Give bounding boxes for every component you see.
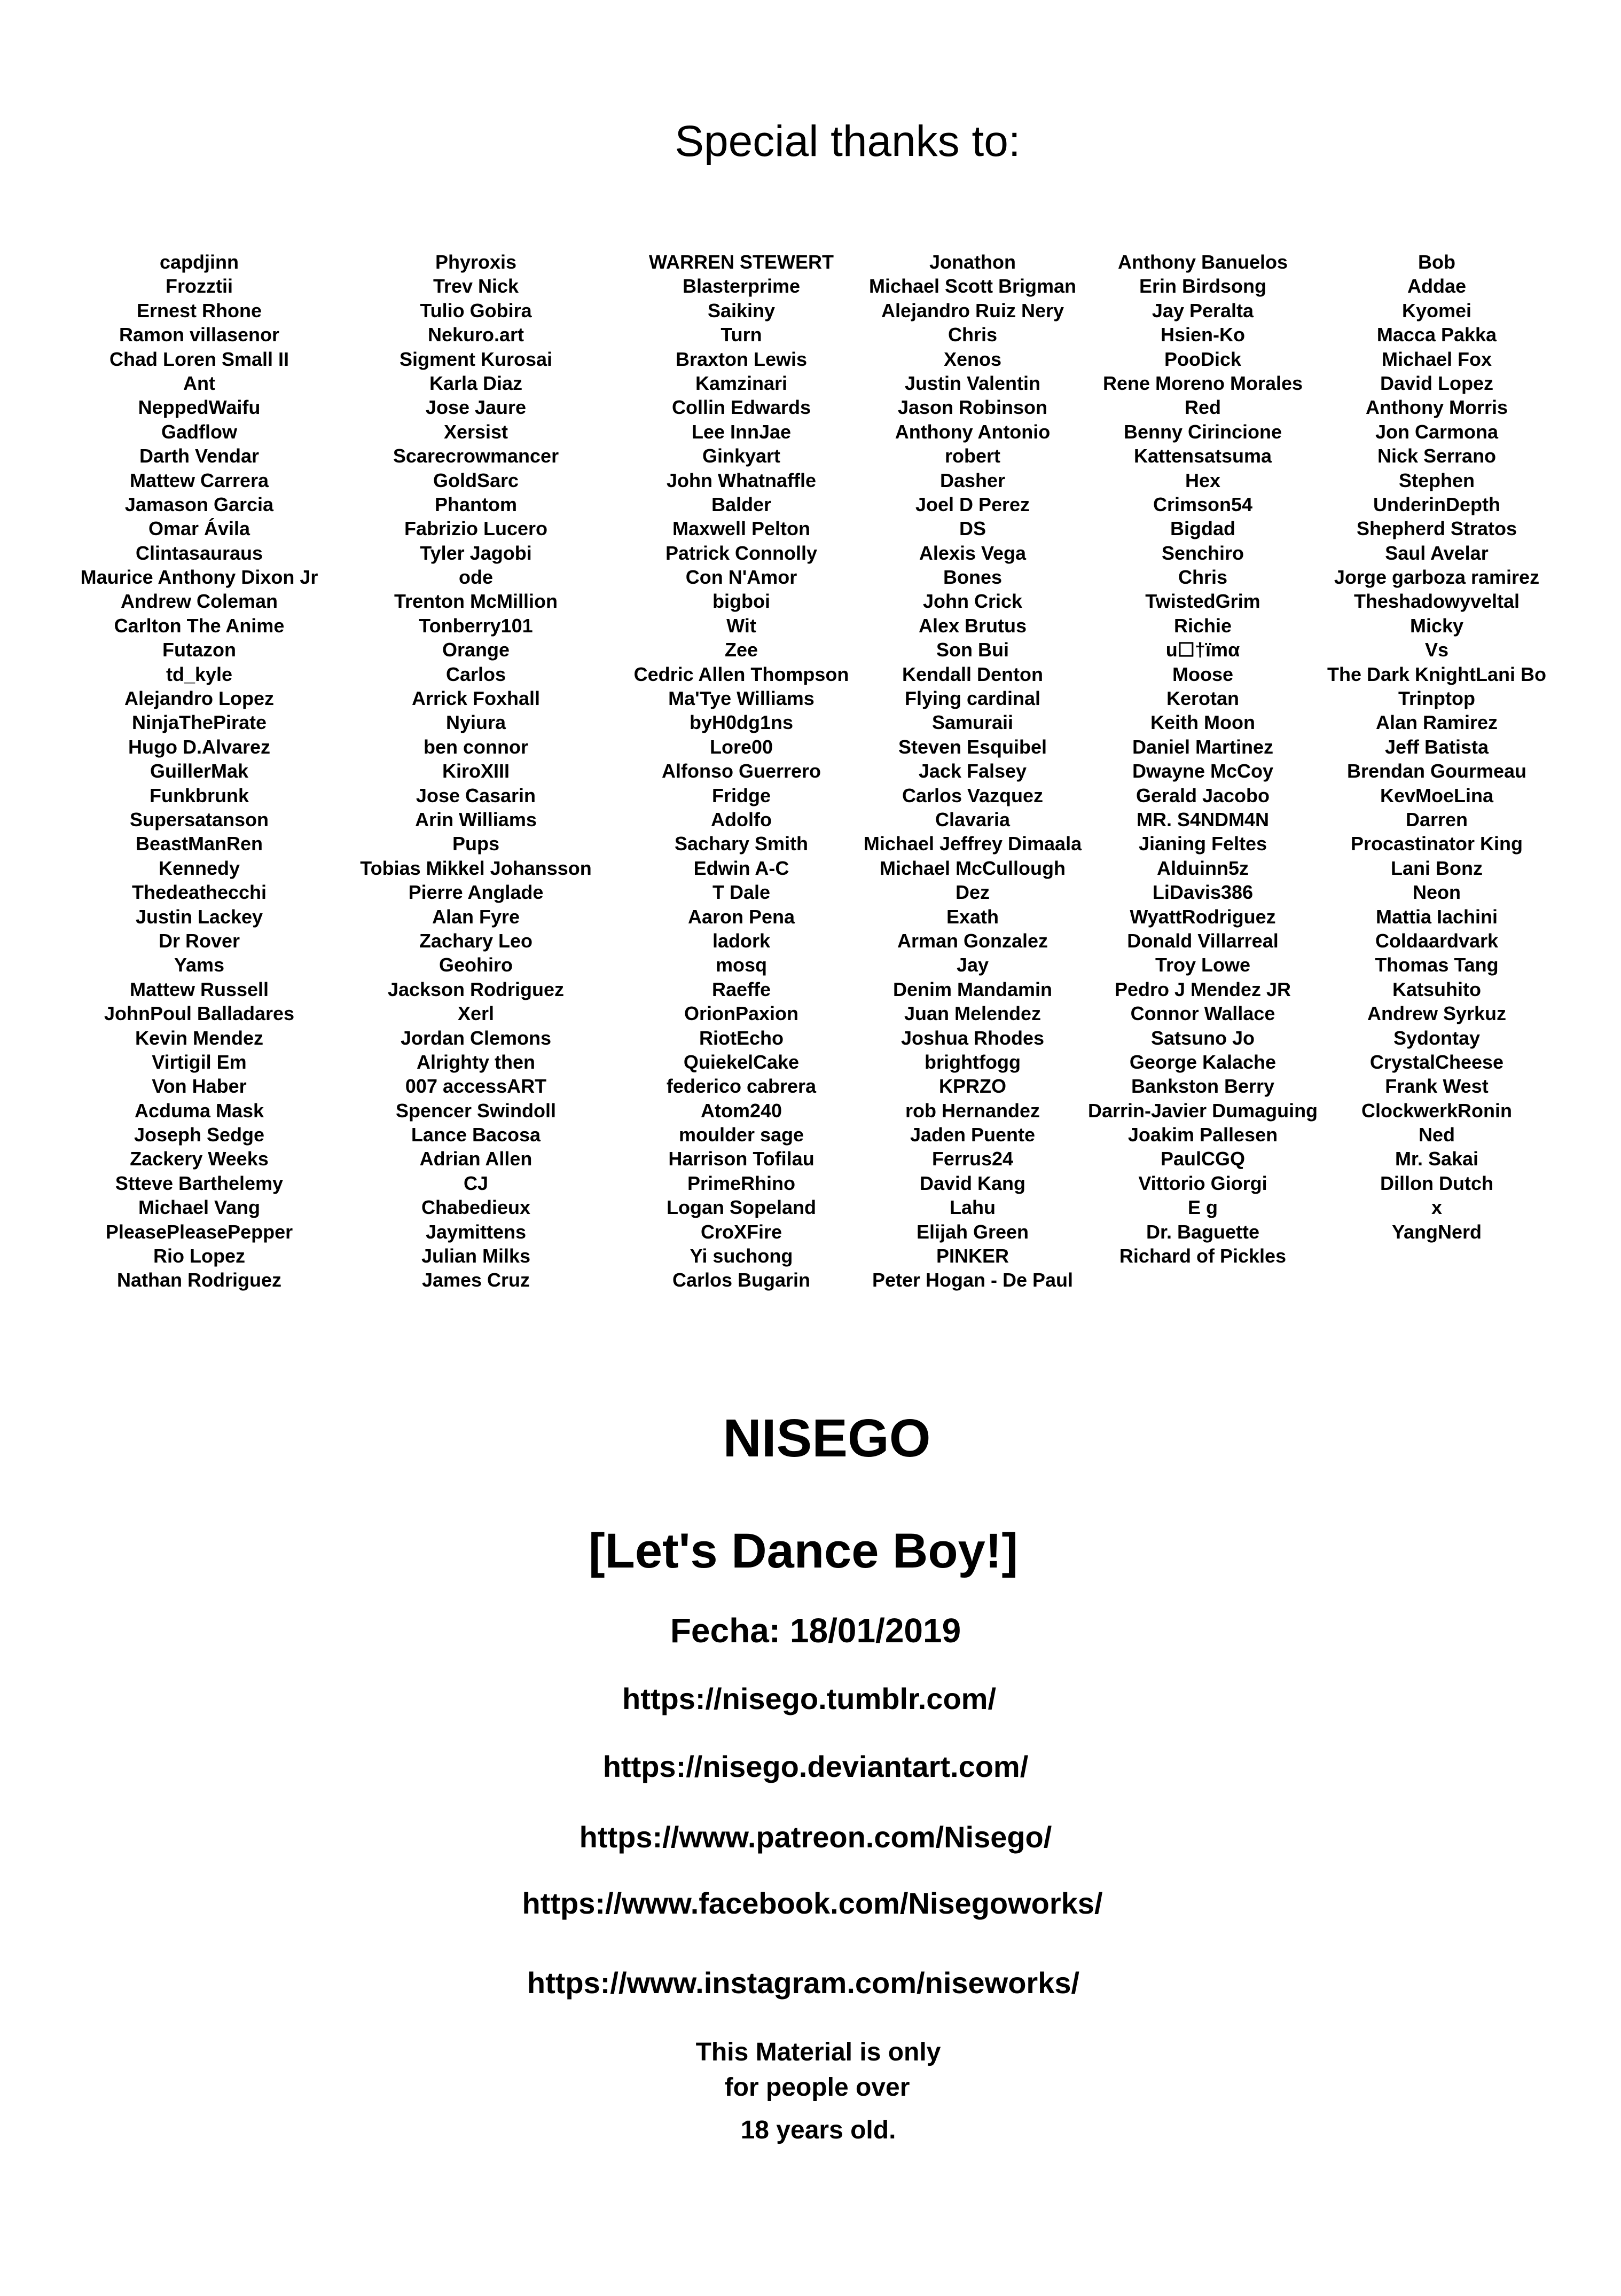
- supporter-name: PooDick: [1164, 348, 1242, 370]
- supporter-name: Andrew Syrkuz: [1367, 1002, 1507, 1025]
- supporter-name: Darth Vendar: [139, 445, 260, 467]
- supporter-name: Juan Melendez: [904, 1002, 1041, 1025]
- supporter-name: Lahu: [949, 1196, 996, 1219]
- supporter-name: Turn: [721, 324, 762, 346]
- supporters-column-3: [634, 250, 849, 1292]
- supporter-name: T Dale: [712, 881, 771, 904]
- supporter-name: Jose Jaure: [425, 396, 527, 419]
- supporter-name: CrystalCheese: [1369, 1051, 1504, 1073]
- supporter-name: Vs: [1424, 639, 1449, 661]
- supporters-column-4: [864, 250, 1082, 1292]
- supporter-name: Michael Scott Brigman: [868, 275, 1077, 297]
- supporter-name: Rene Moreno Morales: [1102, 372, 1303, 394]
- supporter-name: Tulio Gobira: [420, 299, 532, 322]
- supporter-name: Alex Brutus: [918, 614, 1027, 637]
- instagram-link[interactable]: https://www.instagram.com/niseworks/: [527, 1966, 1080, 2000]
- supporter-name: Phyroxis: [435, 251, 517, 273]
- supporter-name: robert: [944, 445, 1001, 467]
- supporter-name: NinjaThePirate: [131, 711, 267, 734]
- supporter-name: Trenton McMillion: [394, 590, 558, 613]
- supporter-name: Nick Serrano: [1377, 445, 1497, 467]
- author-name: NISEGO: [723, 1408, 931, 1468]
- supporter-name: Alexis Vega: [919, 542, 1027, 564]
- supporter-name: BeastManRen: [135, 833, 263, 855]
- supporters-column-6: [1327, 250, 1546, 1244]
- supporter-name: YangNerd: [1391, 1220, 1482, 1243]
- supporter-name: Jack Falsey: [918, 760, 1027, 782]
- supporter-name: Ernest Rhone: [136, 299, 262, 322]
- supporter-name: CJ: [463, 1172, 489, 1194]
- supporter-name: Adrian Allen: [419, 1148, 532, 1170]
- supporter-name: td_kyle: [166, 663, 233, 685]
- supporter-name: Kamzinari: [695, 372, 788, 394]
- supporter-name: Moose: [1172, 663, 1234, 685]
- supporter-name: PrimeRhino: [687, 1172, 796, 1194]
- supporter-name: Chris: [1178, 566, 1228, 589]
- age-notice-line-3: 18 years old.: [740, 2116, 896, 2144]
- supporter-name: ben connor: [423, 735, 528, 758]
- supporter-name: x: [1431, 1196, 1443, 1219]
- supporter-name: Aaron Pena: [687, 905, 795, 928]
- supporter-name: Xenos: [943, 348, 1002, 370]
- supporter-name: Wit: [726, 614, 756, 637]
- supporter-name: Ned: [1418, 1124, 1455, 1146]
- supporter-name: Jorge garboza ramirez: [1334, 566, 1540, 589]
- supporter-name: Lance Bacosa: [411, 1124, 541, 1146]
- supporter-name: Jamason Garcia: [124, 493, 274, 515]
- supporter-name: Jaymittens: [425, 1220, 527, 1243]
- supporter-name: Nathan Rodriguez: [116, 1269, 282, 1291]
- supporter-name: byH0dg1ns: [689, 711, 794, 734]
- supporter-name: Thedeathecchi: [131, 881, 267, 904]
- supporter-name: Stephen: [1398, 469, 1475, 491]
- supporter-name: Kerotan: [1166, 687, 1240, 710]
- supporter-name: Patrick Connolly: [665, 542, 818, 564]
- supporter-name: Senchiro: [1161, 542, 1244, 564]
- supporter-name: Michael Vang: [138, 1196, 261, 1219]
- supporter-name: Braxton Lewis: [675, 348, 808, 370]
- supporter-name: Richard of Pickles: [1119, 1245, 1287, 1267]
- supporter-name: Cedric Allen Thompson: [633, 663, 849, 685]
- supporter-name: Keith Moon: [1150, 711, 1255, 734]
- tumblr-link[interactable]: https://nisego.tumblr.com/: [622, 1682, 997, 1715]
- supporter-name: Alrighty then: [416, 1051, 535, 1073]
- supporter-name: Dez: [955, 881, 990, 904]
- supporter-name: Harrison Tofilau: [668, 1148, 815, 1170]
- deviantart-link[interactable]: https://nisego.deviantart.com/: [602, 1750, 1029, 1783]
- supporter-name: Dr. Baguette: [1146, 1220, 1260, 1243]
- supporter-name: Carlos Vazquez: [902, 784, 1044, 806]
- supporter-name: Jonathon: [929, 251, 1016, 273]
- supporter-name: Acduma Mask: [134, 1099, 264, 1122]
- supporter-name: Alan Ramirez: [1375, 711, 1498, 734]
- supporter-name: Zachary Leo: [419, 929, 533, 952]
- supporter-name: Xerl: [457, 1002, 495, 1025]
- supporter-name: Theshadowyveltal: [1353, 590, 1520, 613]
- work-title: [Let's Dance Boy!]: [588, 1524, 1019, 1578]
- supporter-name: John Crick: [922, 590, 1023, 613]
- supporter-name: Anthony Antonio: [895, 420, 1051, 443]
- supporter-name: Trinptop: [1398, 687, 1475, 710]
- supporter-name: Ramon villasenor: [119, 324, 280, 346]
- supporter-name: Jordan Clemons: [400, 1026, 552, 1049]
- supporter-name: UnderinDepth: [1373, 493, 1500, 515]
- supporter-name: DS: [959, 518, 986, 540]
- supporter-name: TwistedGrim: [1145, 590, 1260, 613]
- supporter-name: Balder: [711, 493, 772, 515]
- supporter-name: Brendan Gourmeau: [1346, 760, 1527, 782]
- supporters-column-1: [81, 250, 318, 1292]
- supporter-name: Joseph Sedge: [134, 1124, 265, 1146]
- supporter-name: PaulCGQ: [1160, 1148, 1246, 1170]
- supporter-name: Hugo D.Alvarez: [128, 735, 271, 758]
- supporter-name: Pups: [452, 833, 500, 855]
- supporter-name: Mattew Russell: [129, 978, 269, 1000]
- supporter-name: Ant: [183, 372, 215, 394]
- supporter-name: Jay Peralta: [1152, 299, 1254, 322]
- supporter-name: Bones: [943, 566, 1003, 589]
- supporter-name: Jaden Puente: [910, 1124, 1036, 1146]
- supporter-name: Ma'Tye Williams: [668, 687, 815, 710]
- supporter-name: Coldaardvark: [1375, 929, 1499, 952]
- supporter-name: Mattew Carrera: [129, 469, 269, 491]
- supporter-name: PINKER: [936, 1245, 1009, 1267]
- supporter-name: Xersist: [443, 420, 508, 443]
- supporter-name: Saikiny: [707, 299, 776, 322]
- supporter-name: Blasterprime: [682, 275, 801, 297]
- supporter-name: capdjinn: [159, 251, 239, 273]
- supporter-name: David Lopez: [1380, 372, 1494, 394]
- supporter-name: John Whatnaffle: [667, 469, 816, 491]
- supporter-name: Red: [1184, 396, 1221, 419]
- supporter-name: Kendall Denton: [902, 663, 1044, 685]
- supporter-name: Tonberry101: [419, 614, 533, 637]
- supporter-name: Justin Lackey: [135, 905, 263, 928]
- supporter-name: Omar Ávila: [148, 518, 250, 540]
- supporter-name: Chad Loren Small II: [109, 348, 289, 370]
- supporter-name: Jianing Feltes: [1138, 833, 1267, 855]
- supporter-name: QuiekelCake: [683, 1051, 800, 1073]
- supporter-name: Con N'Amor: [685, 566, 797, 589]
- supporter-name: Crimson54: [1153, 493, 1253, 515]
- supporter-name: Orange: [442, 639, 510, 661]
- supporter-name: Julian Milks: [421, 1245, 531, 1267]
- supporter-name: Troy Lowe: [1155, 954, 1251, 976]
- supporter-name: Chris: [947, 324, 998, 346]
- supporter-name: Vittorio Giorgi: [1138, 1172, 1267, 1194]
- supporter-name: Exath: [946, 905, 999, 928]
- supporter-name: Jose Casarin: [416, 784, 536, 806]
- supporter-name: Kennedy: [158, 857, 240, 879]
- supporter-name: Anthony Banuelos: [1117, 251, 1288, 273]
- supporter-name: Jackson Rodriguez: [387, 978, 565, 1000]
- supporter-name: Bob: [1418, 251, 1455, 273]
- supporter-name: Arin Williams: [415, 808, 537, 830]
- release-date: Fecha: 18/01/2019: [670, 1611, 961, 1650]
- supporter-name: 007 accessART: [405, 1075, 547, 1098]
- supporter-name: RiotEcho: [699, 1026, 784, 1049]
- supporter-name: Mr. Sakai: [1395, 1148, 1479, 1170]
- supporter-name: Tyler Jagobi: [420, 542, 532, 564]
- supporter-name: ClockwerkRonin: [1361, 1099, 1513, 1122]
- supporter-name: bigboi: [712, 590, 770, 613]
- supporter-name: Arman Gonzalez: [897, 929, 1048, 952]
- supporter-name: JohnPoul Balladares: [104, 1002, 295, 1025]
- supporter-name: Denim Mandamin: [892, 978, 1053, 1000]
- supporter-name: Jeff Batista: [1384, 735, 1489, 758]
- supporter-name: Michael Fox: [1381, 348, 1492, 370]
- patreon-link[interactable]: https://www.patreon.com/Nisego/: [579, 1820, 1052, 1854]
- supporter-name: Addae: [1407, 275, 1467, 297]
- supporter-name: Jason Robinson: [897, 396, 1048, 419]
- supporter-name: Katsuhito: [1392, 978, 1481, 1000]
- supporter-name: Arrick Foxhall: [411, 687, 541, 710]
- supporter-name: Erin Birdsong: [1139, 275, 1267, 297]
- supporter-name: Kevin Mendez: [135, 1026, 264, 1049]
- supporter-name: Geohiro: [438, 954, 513, 976]
- supporter-name: Elijah Green: [916, 1220, 1029, 1243]
- supporter-name: Tobias Mikkel Johansson: [360, 857, 592, 879]
- supporter-name: Fridge: [711, 784, 771, 806]
- supporter-name: Sydontay: [1393, 1026, 1481, 1049]
- supporter-name: Zackery Weeks: [130, 1148, 269, 1170]
- supporter-name: Alejandro Ruiz Nery: [881, 299, 1064, 322]
- supporter-name: Alan Fyre: [432, 905, 520, 928]
- supporter-name: James Cruz: [421, 1269, 530, 1291]
- supporter-name: Von Haber: [152, 1075, 247, 1098]
- supporter-name: KevMoeLina: [1380, 784, 1494, 806]
- supporter-name: Michael McCullough: [879, 857, 1066, 879]
- supporter-name: Shepherd Stratos: [1356, 518, 1517, 540]
- supporter-name: David Kang: [919, 1172, 1026, 1194]
- supporter-name: Clavaria: [935, 808, 1011, 830]
- supporter-name: Rio Lopez: [153, 1245, 245, 1267]
- supporter-name: Yams: [174, 954, 225, 976]
- supporters-column-5: [1088, 250, 1318, 1268]
- supporter-name: ode: [458, 566, 494, 589]
- supporter-name: Neon: [1412, 881, 1461, 904]
- supporter-name: Trev Nick: [433, 275, 519, 297]
- supporter-name: Mattia Iachini: [1375, 905, 1498, 928]
- supporter-name: Maxwell Pelton: [672, 518, 811, 540]
- supporter-name: Alduinn5z: [1157, 857, 1249, 879]
- supporter-name: Phantom: [434, 493, 518, 515]
- supporter-name: Michael Jeffrey Dimaala: [863, 833, 1082, 855]
- supporter-name: Joshua Rhodes: [900, 1026, 1045, 1049]
- supporter-name: Atom240: [700, 1099, 782, 1122]
- supporter-name: Funkbrunk: [149, 784, 249, 806]
- supporter-name: moulder sage: [678, 1124, 804, 1146]
- supporter-name: Fabrizio Lucero: [404, 518, 548, 540]
- supporter-name: NeppedWaifu: [138, 396, 261, 419]
- supporter-name: brightfogg: [925, 1051, 1021, 1073]
- supporter-name: Dasher: [939, 469, 1006, 491]
- supporter-name: Dr Rover: [158, 929, 240, 952]
- supporter-name: The Dark KnightLani Bo: [1327, 663, 1547, 685]
- supporter-name: Andrew Coleman: [120, 590, 278, 613]
- supporter-name: OrionPaxion: [684, 1002, 799, 1025]
- supporter-name: KPRZO: [938, 1075, 1006, 1098]
- special-thanks-heading: Special thanks to:: [675, 117, 1021, 166]
- supporter-name: CroXFire: [700, 1220, 782, 1243]
- supporter-name: Pierre Anglade: [408, 881, 544, 904]
- supporter-name: federico cabrera: [666, 1075, 817, 1098]
- supporter-name: E g: [1187, 1196, 1218, 1219]
- supporter-name: Macca Pakka: [1376, 324, 1497, 346]
- supporter-name: KiroXIII: [442, 760, 510, 782]
- supporter-name: Yi suchong: [690, 1245, 793, 1267]
- supporter-name: Nekuro.art: [427, 324, 524, 346]
- supporter-name: Jay: [956, 954, 989, 976]
- supporter-name: Kyomei: [1401, 299, 1472, 322]
- supporter-name: Anthony Morris: [1365, 396, 1508, 419]
- supporter-name: Saul Avelar: [1385, 542, 1489, 564]
- supporter-name: Raeffe: [711, 978, 771, 1000]
- supporters-column-2: [360, 250, 591, 1292]
- supporter-name: u☐†ïmα: [1165, 639, 1240, 661]
- supporter-name: Carlton The Anime: [114, 614, 285, 637]
- supporter-name: Ginkyart: [702, 445, 781, 467]
- supporter-name: Logan Sopeland: [666, 1196, 817, 1219]
- supporter-name: Futazon: [162, 639, 236, 661]
- supporter-name: George Kalache: [1129, 1051, 1277, 1073]
- supporter-name: Spencer Swindoll: [395, 1099, 557, 1122]
- supporter-name: Richie: [1173, 614, 1232, 637]
- supporter-name: Thomas Tang: [1375, 954, 1499, 976]
- supporter-name: Pedro J Mendez JR: [1114, 978, 1291, 1000]
- supporter-name: Darrin-Javier Dumaguing: [1087, 1099, 1318, 1122]
- supporter-name: Bigdad: [1170, 518, 1235, 540]
- supporter-name: Chabedieux: [421, 1196, 531, 1219]
- supporter-name: Clintasauraus: [135, 542, 263, 564]
- supporter-name: Hsien-Ko: [1160, 324, 1246, 346]
- supporter-name: Supersatanson: [129, 808, 269, 830]
- supporter-name: Carlos: [445, 663, 506, 685]
- supporter-name: Hex: [1185, 469, 1221, 491]
- supporter-name: Gerald Jacobo: [1136, 784, 1270, 806]
- supporter-name: Adolfo: [711, 808, 772, 830]
- supporter-name: Nyiura: [445, 711, 506, 734]
- supporter-name: rob Hernandez: [905, 1099, 1040, 1122]
- age-notice-line-1: This Material is only: [695, 2038, 941, 2066]
- supporter-name: Justin Valentin: [904, 372, 1041, 394]
- supporter-name: Lee InnJae: [691, 420, 792, 443]
- supporter-name: Sachary Smith: [674, 833, 809, 855]
- supporter-name: PleasePleasePepper: [105, 1220, 293, 1243]
- supporter-name: Satsuno Jo: [1150, 1026, 1255, 1049]
- supporter-name: Joel D Perez: [915, 493, 1030, 515]
- supporter-name: Darren: [1405, 808, 1468, 830]
- supporter-name: Frank West: [1385, 1075, 1489, 1098]
- age-notice-line-2: for people over: [724, 2073, 910, 2102]
- supporter-name: Stteve Barthelemy: [115, 1172, 284, 1194]
- supporter-name: Edwin A-C: [693, 857, 789, 879]
- supporter-name: Dillon Dutch: [1380, 1172, 1493, 1194]
- supporter-name: Bankston Berry: [1131, 1075, 1275, 1098]
- facebook-link[interactable]: https://www.facebook.com/Nisegoworks/: [522, 1886, 1103, 1920]
- supporter-name: Alejandro Lopez: [124, 687, 275, 710]
- supporter-name: Scarecrowmancer: [393, 445, 559, 467]
- supporter-name: GoldSarc: [433, 469, 519, 491]
- supporter-name: Kattensatsuma: [1133, 445, 1272, 467]
- supporter-name: Procastinator King: [1350, 833, 1523, 855]
- supporter-name: Flying cardinal: [904, 687, 1041, 710]
- supporter-name: Frozztii: [166, 275, 233, 297]
- supporter-name: ladork: [712, 929, 771, 952]
- supporter-name: Samuraii: [931, 711, 1014, 734]
- supporter-name: Donald Villarreal: [1127, 929, 1279, 952]
- supporter-name: Son Bui: [936, 639, 1009, 661]
- supporter-name: Sigment Kurosai: [399, 348, 553, 370]
- supporter-name: MR. S4NDM4N: [1136, 808, 1270, 830]
- supporter-name: Maurice Anthony Dixon Jr: [80, 566, 318, 589]
- supporter-name: Benny Cirincione: [1123, 420, 1282, 443]
- supporter-name: WyattRodriguez: [1130, 905, 1276, 928]
- supporter-name: Zee: [724, 639, 758, 661]
- supporter-name: Peter Hogan - De Paul: [872, 1269, 1074, 1291]
- supporter-name: Daniel Martinez: [1132, 735, 1274, 758]
- supporter-name: Joakim Pallesen: [1127, 1124, 1278, 1146]
- supporter-name: Ferrus24: [931, 1148, 1014, 1170]
- supporter-name: Steven Esquibel: [898, 735, 1047, 758]
- supporter-name: Lani Bonz: [1391, 857, 1483, 879]
- supporter-name: Virtigil Em: [152, 1051, 247, 1073]
- supporter-name: LiDavis386: [1152, 881, 1254, 904]
- supporter-name: Lore00: [709, 735, 773, 758]
- supporter-name: GuillerMak: [150, 760, 249, 782]
- supporter-name: Karla Diaz: [429, 372, 523, 394]
- supporter-name: mosq: [715, 954, 768, 976]
- supporter-name: Gadflow: [161, 420, 237, 443]
- supporter-name: Dwayne McCoy: [1132, 760, 1274, 782]
- supporter-name: Carlos Bugarin: [672, 1269, 811, 1291]
- supporter-name: Micky: [1409, 614, 1464, 637]
- supporter-name: WARREN STEWERT: [648, 251, 834, 273]
- supporter-name: Collin Edwards: [671, 396, 811, 419]
- supporter-name: Connor Wallace: [1130, 1002, 1275, 1025]
- supporter-name: Jon Carmona: [1375, 420, 1499, 443]
- supporter-name: Alfonso Guerrero: [661, 760, 821, 782]
